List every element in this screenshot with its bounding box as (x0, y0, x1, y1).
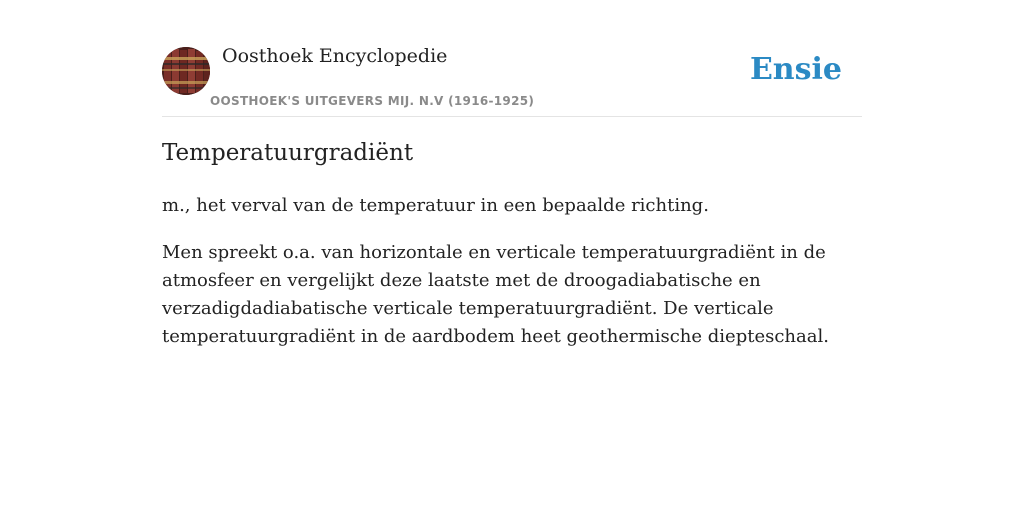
brand-logo[interactable]: Ensie (749, 52, 842, 87)
source-subtitle: OOSTHOEK'S UITGEVERS MIJ. N.V (1916-1925) (210, 94, 535, 108)
article-paragraph: Men spreekt o.a. van horizontale en verticale temperatuurgradiënt in de atmosfeer en vergelijkt deze laatste met de droogadiabatische en verzadigdadiabatische verticale temperatuurgradiënt. De verticale temperatuurgradiënt in de aardbodem heet geothermische diepteschaal. (162, 242, 829, 347)
encyclopedia-books-icon[interactable] (162, 47, 210, 95)
source-header (162, 0, 862, 117)
article-title: Temperatuurgradiënt (162, 140, 414, 166)
page-container (162, 0, 862, 347)
source-title[interactable]: Oosthoek Encyclopedie (222, 45, 448, 67)
article-paragraph: m., het verval van de temperatuur in een bepaalde richting. (162, 195, 709, 216)
